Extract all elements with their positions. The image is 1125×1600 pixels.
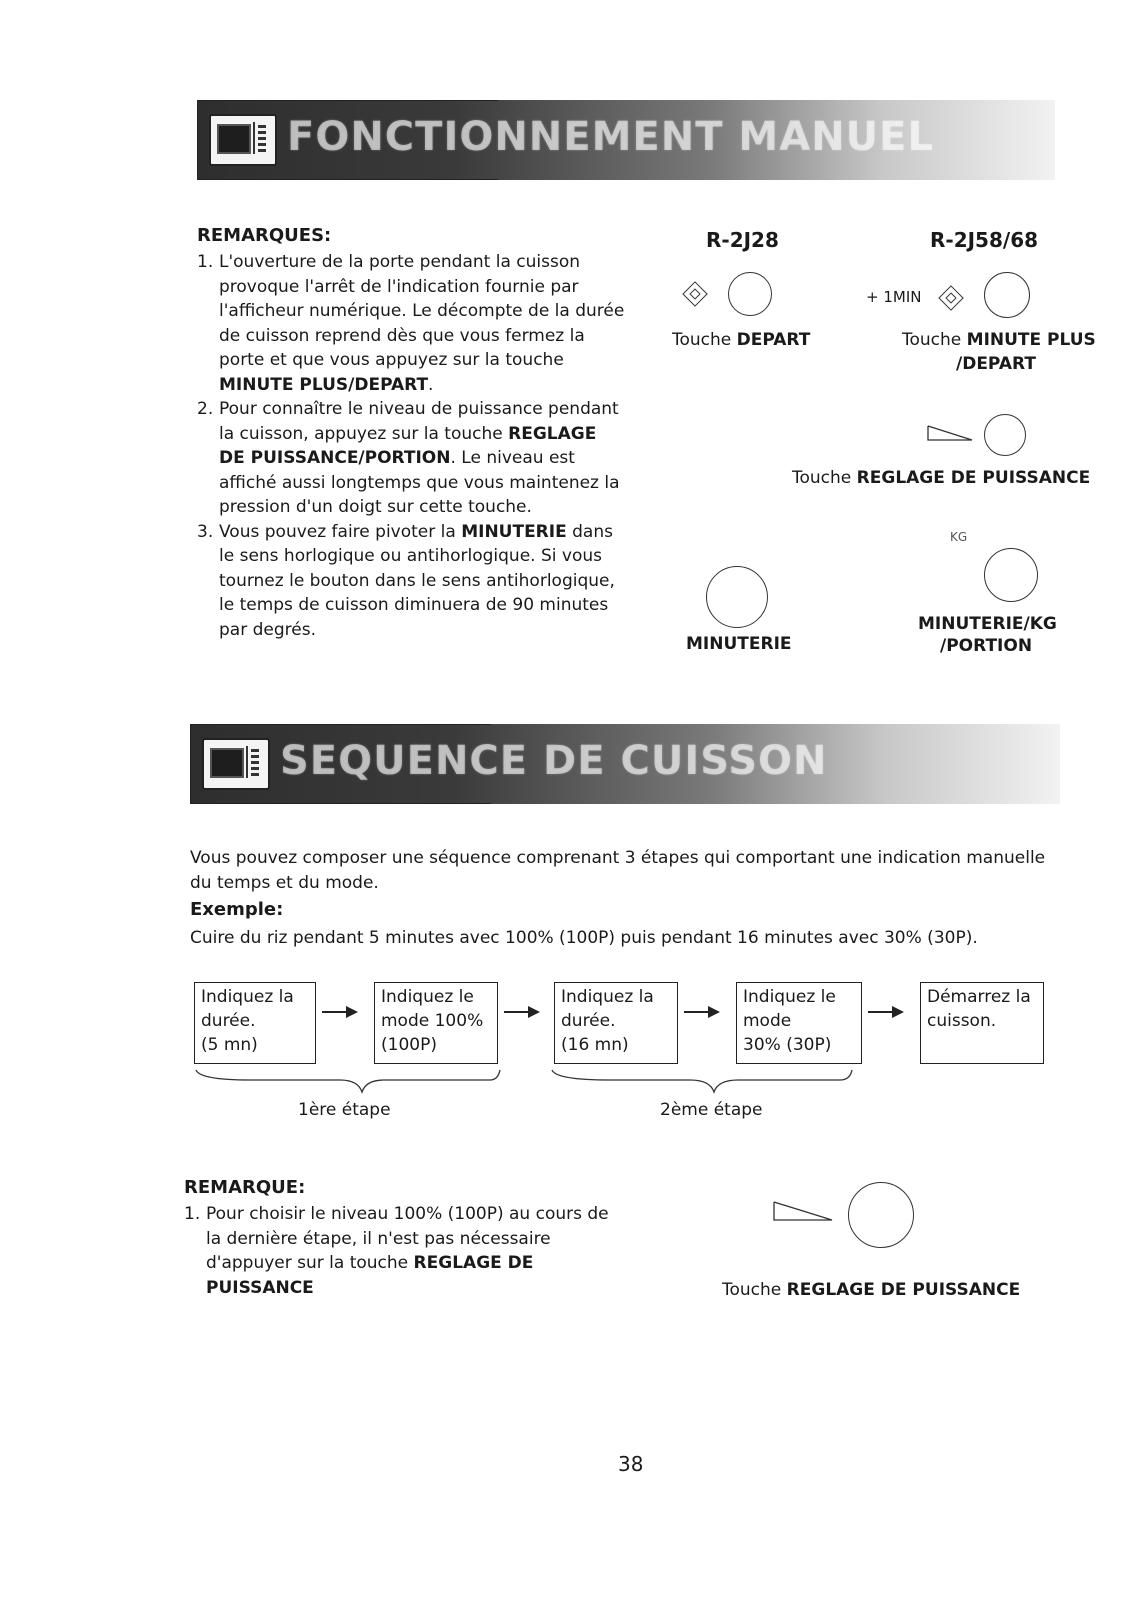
minuterie-kg-caption-line2: /PORTION <box>940 636 1033 656</box>
model-r2j58-68: R-2J58/68 <box>930 228 1039 252</box>
section-title: SEQUENCE DE CUISSON <box>280 738 828 784</box>
remark-number: 3. <box>197 521 214 542</box>
reglage-puissance-button[interactable] <box>848 1182 914 1248</box>
power-wedge-icon <box>926 424 974 444</box>
remark-number: 1. <box>184 1204 201 1224</box>
step-line: (5 mn) <box>201 1035 258 1055</box>
section-banner-sequence <box>190 724 1060 804</box>
reglage-caption <box>722 1280 1042 1300</box>
remark-text: L'ouverture de la porte pendant la cuisson provoque l'arrêt de l'indication fournie par l'afficheur numérique. Le décompte de la durée de cuisson reprend dès que vous fermez la porte et que vous appuyez sur la touche <box>219 252 625 370</box>
step-line: (100P) <box>381 1035 437 1055</box>
caption-prefix: Touche <box>722 1280 787 1300</box>
remark-text-after: . Le niveau est affiché aussi longtemps que vous maintenez la pression d'un doigt sur cette touche. <box>219 448 620 517</box>
step-line: Indiquez le <box>743 987 836 1007</box>
step-line: (16 mn) <box>561 1035 629 1055</box>
sequence-intro: Vous pouvez composer une séquence comprenant 3 étapes qui comportant une indication manuelle du temps et du mode. <box>190 848 1046 893</box>
remark-number: 2. <box>197 399 214 419</box>
step-box-4 <box>736 982 862 1064</box>
step-line: Indiquez le <box>381 987 474 1007</box>
example-text: Cuire du riz pendant 5 minutes avec 100% (100P) puis pendant 16 minutes avec 30% (30P). <box>190 928 978 948</box>
kg-scale-label: KG <box>950 530 968 544</box>
depart-button[interactable] <box>728 272 772 316</box>
step-line: mode <box>743 1011 792 1031</box>
step-line: cuisson. <box>927 1011 997 1031</box>
caption-bold: REGLAGE DE PUISSANCE <box>856 468 1091 488</box>
remark-text-after: dans le sens horlogique ou antihorlogique. Si vous tournez le bouton dans le sens antihorlogique, le temps de cuisson diminuera de 90 minutes par degrés. <box>219 521 615 640</box>
minuterie-caption: MINUTERIE <box>686 634 792 654</box>
caption-prefix: Touche <box>672 330 737 350</box>
remark-text: Vous pouvez faire pivoter la <box>219 521 462 542</box>
example-heading: Exemple: <box>190 899 284 920</box>
section-banner-fonctionnement <box>197 100 1055 180</box>
caption-prefix: Touche <box>902 330 967 350</box>
reglage-puissance-button[interactable] <box>984 414 1026 456</box>
caption-bold: MINUTE PLUS <box>966 330 1096 350</box>
microwave-icon <box>202 738 270 790</box>
step-line: durée. <box>561 1011 616 1031</box>
minuterie-kg-dial[interactable] <box>984 548 1038 602</box>
minuterie-kg-caption: MINUTERIE/KG <box>918 614 1057 634</box>
stage-2-label: 2ème étape <box>660 1100 763 1120</box>
model-r2j28: R-2J28 <box>706 228 779 252</box>
step-line: durée. <box>201 1011 256 1031</box>
remark-text-after: . <box>428 374 434 395</box>
remark-item <box>184 1202 624 1300</box>
start-diamond-icon <box>682 281 707 306</box>
arrow-icon <box>868 1011 902 1013</box>
step-box-1 <box>194 982 316 1064</box>
step-line: Indiquez la <box>201 987 294 1007</box>
caption-bold: REGLAGE DE PUISSANCE <box>786 1280 1021 1300</box>
remark-bold: MINUTE PLUS/DEPART <box>219 374 429 395</box>
remarks-heading: REMARQUES: <box>197 225 332 246</box>
remark-bold: REGLAGE DE PUISSANCE/PORTION <box>219 423 597 468</box>
section-title: FONCTIONNEMENT MANUEL <box>287 114 934 160</box>
minuterie-dial[interactable] <box>706 566 768 628</box>
remark-item <box>197 397 627 520</box>
remark-item <box>197 520 627 643</box>
power-wedge-icon <box>772 1200 834 1226</box>
remark-bold: MINUTERIE <box>461 521 567 542</box>
step-box-3 <box>554 982 678 1064</box>
step-line: mode 100% <box>381 1011 484 1031</box>
page-number: 38 <box>618 1452 644 1476</box>
arrow-icon <box>504 1011 538 1013</box>
start-diamond-icon <box>938 285 963 310</box>
microwave-icon <box>209 114 277 166</box>
remark-item <box>197 250 627 397</box>
step-line: Indiquez la <box>561 987 654 1007</box>
remark-text: Pour choisir le niveau 100% (100P) au cours de la dernière étape, il n'est pas nécessaire d'appuyer sur la touche <box>206 1204 609 1273</box>
depart-caption <box>672 330 812 350</box>
step-box-2 <box>374 982 498 1064</box>
reglage-caption <box>792 468 1092 488</box>
arrow-icon <box>684 1011 718 1013</box>
remark-text: Pour connaître le niveau de puissance pendant la cuisson, appuyez sur la touche <box>219 399 619 444</box>
minute-plus-button[interactable] <box>984 272 1030 318</box>
plus-1min-label: + 1MIN <box>866 288 922 306</box>
caption-bold: DEPART <box>736 330 811 350</box>
stage-braces <box>190 1068 870 1098</box>
remarks-list <box>197 250 627 642</box>
step-box-5 <box>920 982 1044 1064</box>
stage-1-label: 1ère étape <box>298 1100 391 1120</box>
arrow-icon <box>322 1011 356 1013</box>
step-line: 30% (30P) <box>743 1035 832 1055</box>
remark-heading: REMARQUE: <box>184 1177 306 1198</box>
step-line: Démarrez la <box>927 987 1031 1007</box>
remark-bold: REGLAGE DE PUISSANCE <box>206 1253 534 1298</box>
caption-prefix: Touche <box>792 468 857 488</box>
minute-plus-caption <box>902 330 1102 350</box>
remark-number: 1. <box>197 252 214 272</box>
minute-plus-caption-line2: /DEPART <box>956 354 1036 374</box>
